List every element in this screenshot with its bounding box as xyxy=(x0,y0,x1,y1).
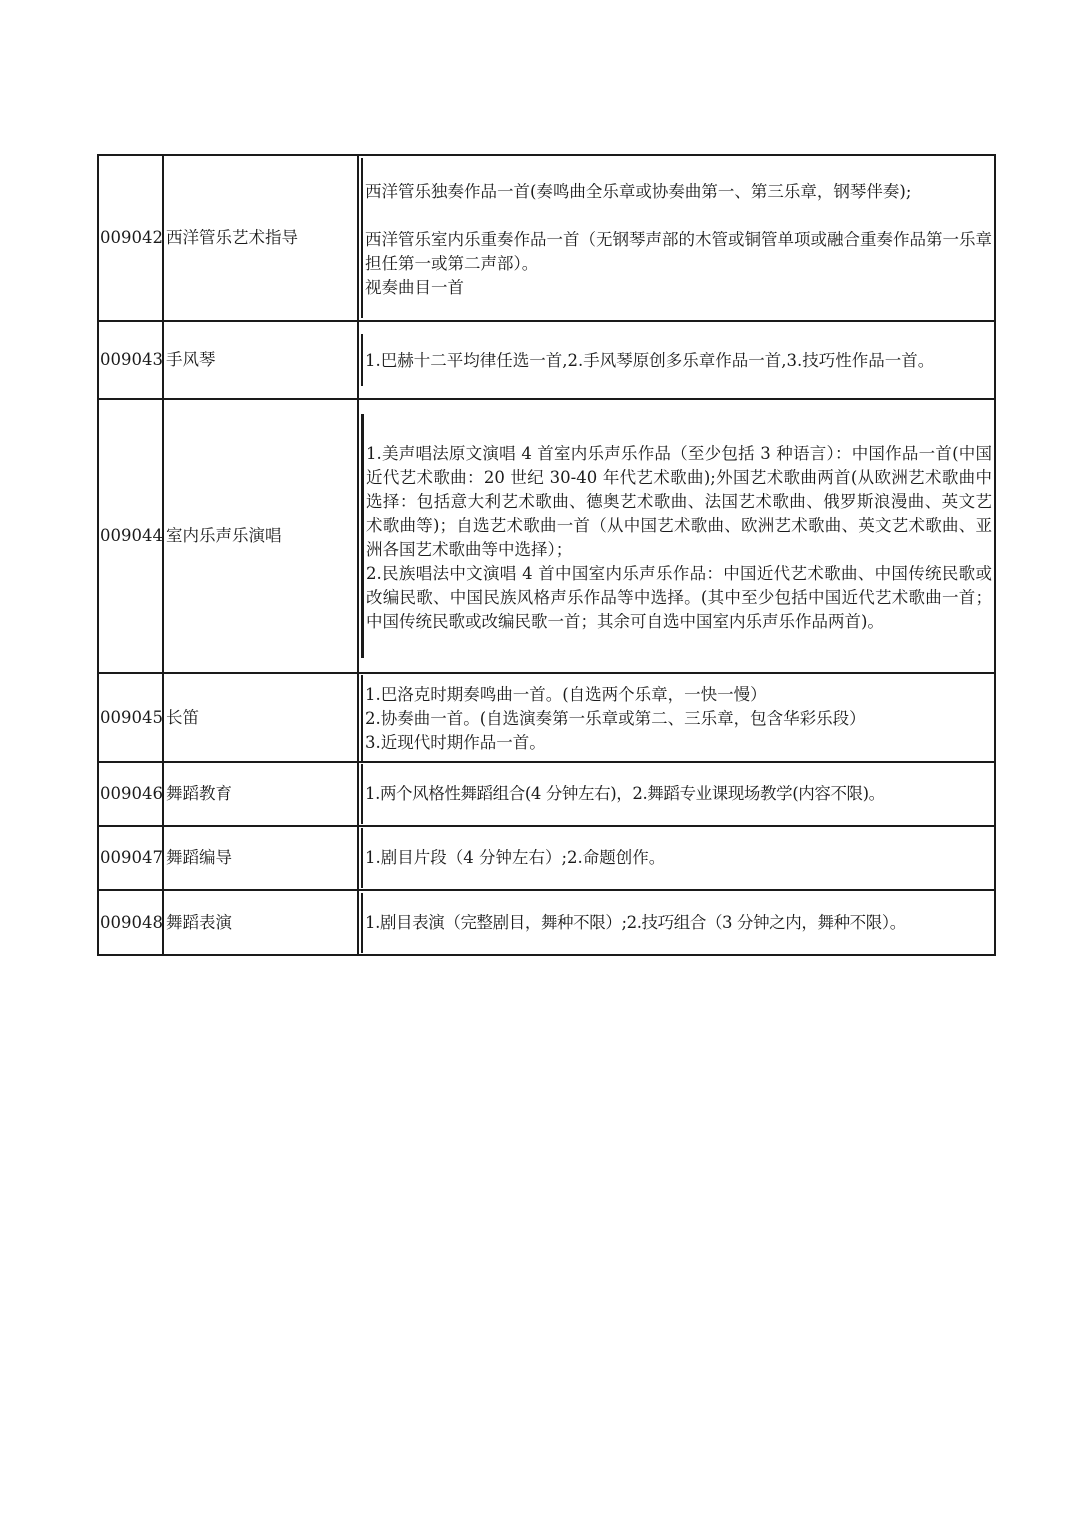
program-requirements xyxy=(358,890,995,955)
requirement-line: 1.美声唱法原文演唱 4 首室内乐声乐作品（至少包括 3 种语言）：中国作品一首(中国近代艺术歌曲：20 世纪 30-40 年代艺术歌曲);外国艺术歌曲两首(从欧洲艺术歌曲中选择：包括意大利艺术歌曲、德奥艺术歌曲、法国艺术歌曲、俄罗斯浪漫曲、英文艺术歌曲等)；自选艺术歌曲一首（从中国艺术歌曲、欧洲艺术歌曲、英文艺术歌曲、亚洲各国艺术歌曲等中选择）； xyxy=(366,444,992,559)
program-requirements xyxy=(358,321,995,399)
program-name: 西洋管乐艺术指导 xyxy=(163,155,358,321)
requirement-line: 视奏曲目一首 xyxy=(365,278,464,297)
program-requirements xyxy=(358,673,995,762)
table-row xyxy=(98,155,995,321)
program-name: 手风琴 xyxy=(163,321,358,399)
program-name: 舞蹈表演 xyxy=(163,890,358,955)
requirements-table xyxy=(97,154,996,956)
requirement-spacer xyxy=(365,204,992,228)
requirement-line: 西洋管乐独奏作品一首(奏鸣曲全乐章或协奏曲第一、第三乐章，钢琴伴奏); xyxy=(365,182,912,201)
program-code: 009047 xyxy=(98,826,163,890)
program-requirements xyxy=(358,399,995,673)
table-row xyxy=(98,890,995,955)
program-requirements xyxy=(358,762,995,826)
table-row xyxy=(98,399,995,673)
requirement-line: 1.巴洛克时期奏鸣曲一首。(自选两个乐章，一快一慢） xyxy=(365,684,767,704)
table-row xyxy=(98,673,995,762)
program-name: 室内乐声乐演唱 xyxy=(163,399,358,673)
table-row xyxy=(98,826,995,890)
requirement-line: 1.剧目表演（完整剧目，舞种不限）;2.技巧组合（3 分钟之内，舞种不限）。 xyxy=(365,912,906,932)
program-requirements xyxy=(358,155,995,321)
requirement-line: 1.巴赫十二平均律任选一首,2.手风琴原创多乐章作品一首,3.技巧性作品一首。 xyxy=(365,351,935,370)
program-code: 009043 xyxy=(98,321,163,399)
requirement-line: 1.两个风格性舞蹈组合(4 分钟左右)，2.舞蹈专业课现场教学(内容不限)。 xyxy=(365,784,885,803)
program-name: 长笛 xyxy=(163,673,358,762)
program-code: 009045 xyxy=(98,673,163,762)
program-requirements xyxy=(358,826,995,890)
requirement-line: 西洋管乐室内乐重奏作品一首（无钢琴声部的木管或铜管单项或融合重奏作品第一乐章担任第一或第二声部）。 xyxy=(365,230,992,273)
requirement-line: 3.近现代时期作品一首。 xyxy=(365,732,546,752)
requirement-line: 2.民族唱法中文演唱 4 首中国室内乐声乐作品：中国近代艺术歌曲、中国传统民歌或改编民歌、中国民族风格声乐作品等中选择。(其中至少包括中国近代艺术歌曲一首；中国传统民歌或改编民歌一首；其余可自选中国室内乐声乐作品两首)。 xyxy=(366,564,992,631)
program-code: 009048 xyxy=(98,890,163,955)
program-name: 舞蹈教育 xyxy=(163,762,358,826)
table-row xyxy=(98,762,995,826)
table-row xyxy=(98,321,995,399)
requirement-line: 1.剧目片段（4 分钟左右）;2.命题创作。 xyxy=(365,848,666,867)
program-code: 009044 xyxy=(98,399,163,673)
program-name: 舞蹈编导 xyxy=(163,826,358,890)
program-code: 009042 xyxy=(98,155,163,321)
requirement-line: 2.协奏曲一首。(自选演奏第一乐章或第二、三乐章，包含华彩乐段） xyxy=(365,708,866,728)
program-code: 009046 xyxy=(98,762,163,826)
